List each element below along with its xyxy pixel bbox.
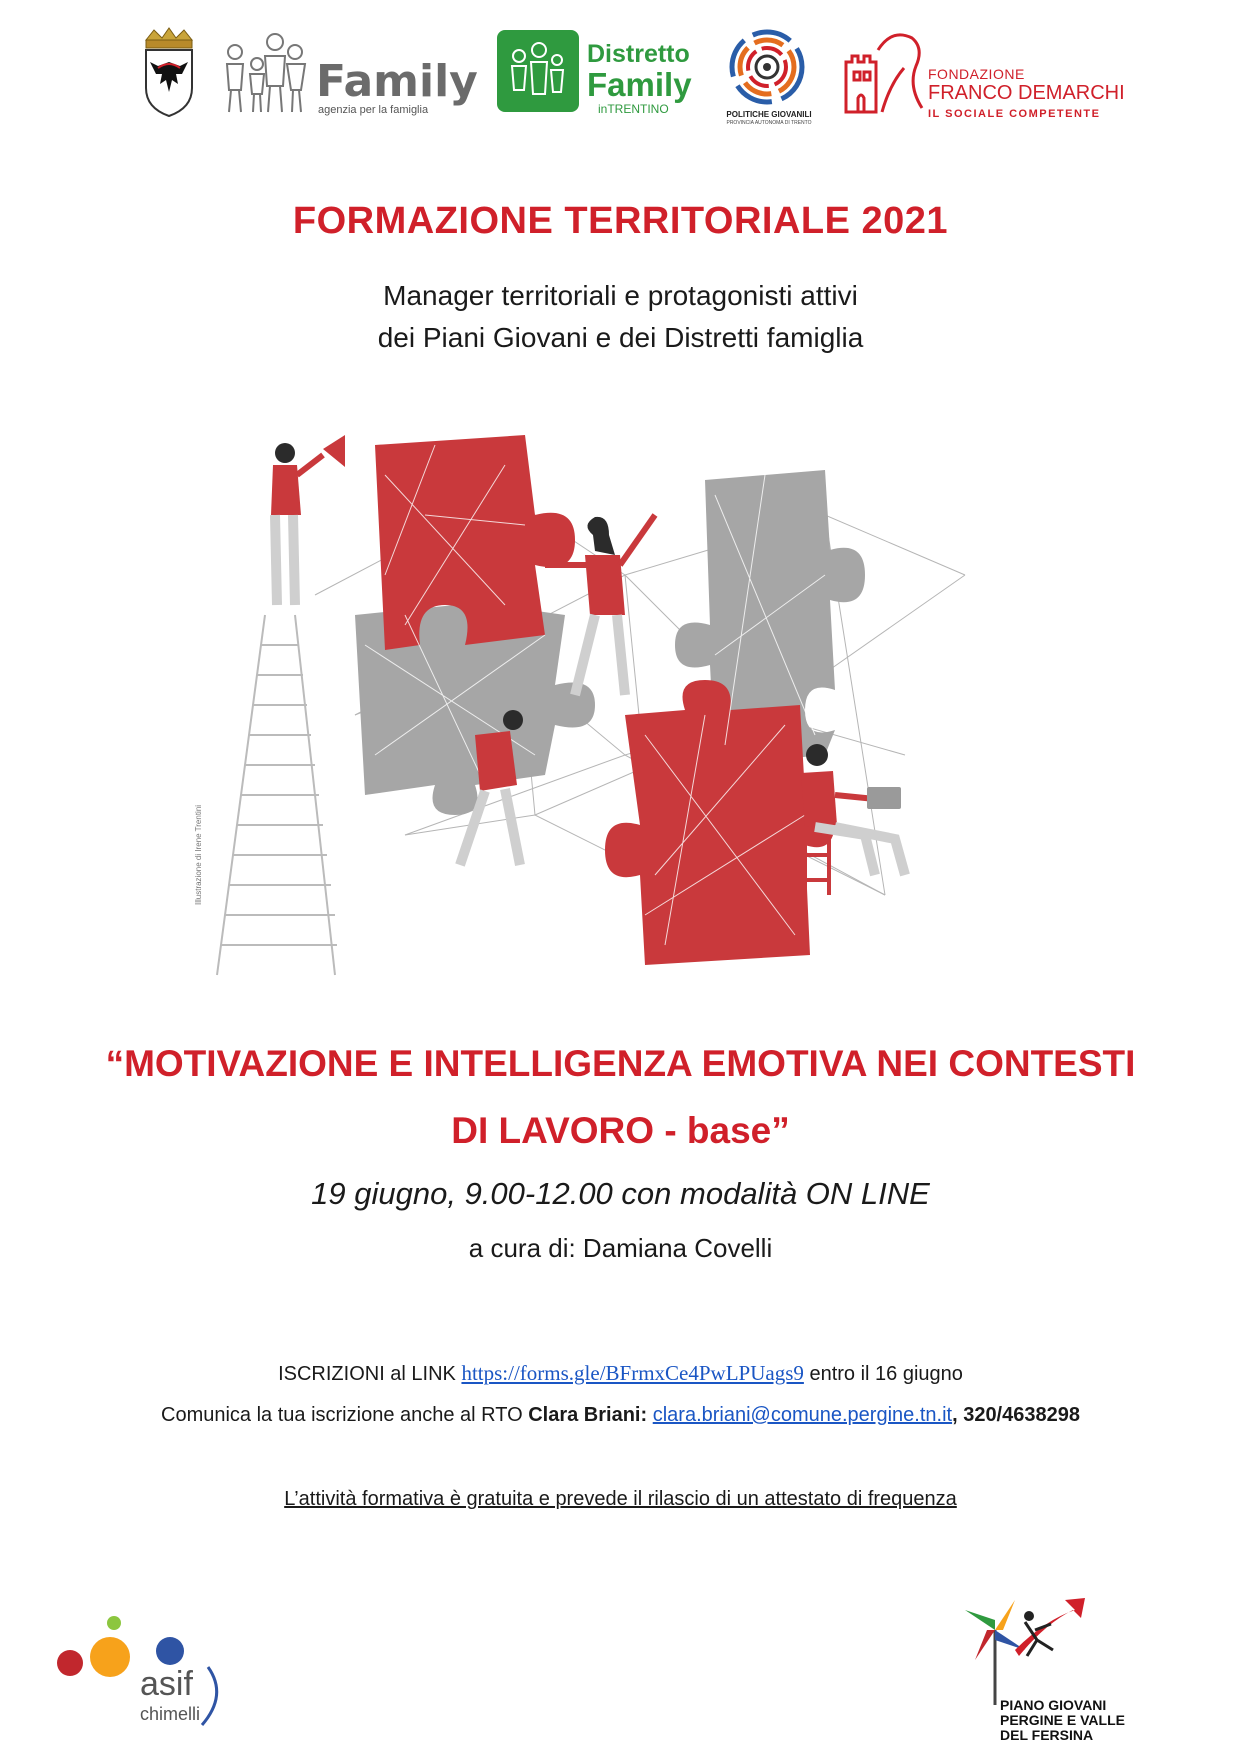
blue-dot-icon (156, 1637, 184, 1665)
contact-phone: , 320/4638298 (952, 1404, 1080, 1426)
trentino-coat-of-arms-icon (140, 26, 198, 118)
demarchi-logo-line2: FRANCO DEMARCHI (928, 82, 1125, 104)
subtitle-line-1: Manager territoriali e protagonisti attivi (383, 280, 858, 311)
piano-giovani-line3: DEL FERSINA (1000, 1727, 1094, 1743)
red-dot-icon (57, 1650, 83, 1676)
course-date-line: 19 giugno, 9.00-12.00 con modalità ON LINE (311, 1176, 930, 1211)
distretto-family-badge (497, 30, 579, 112)
registration-prefix: ISCRIZIONI al LINK (278, 1363, 462, 1385)
demarchi-logo-line1: FONDAZIONE (928, 66, 1025, 82)
puzzle-teamwork-illustration (194, 455, 1035, 1015)
contact-line (0, 1404, 1241, 1427)
politiche-giovanili-subcaption: PROVINCIA AUTONOMA DI TRENTO (726, 120, 812, 126)
free-attendance-note: L’attività formativa è gratuita e prevede il rilascio di un attestato di frequenza (284, 1488, 957, 1510)
asif-logo-text: asif (140, 1665, 193, 1703)
contact-prefix: Comunica la tua iscrizione anche al RTO (161, 1404, 529, 1426)
registration-link[interactable]: https://forms.gle/BFrmxCe4PwLPUags9 (461, 1361, 804, 1385)
red-puzzle-piece-bottom (605, 680, 835, 965)
piano-giovani-line1: PIANO GIOVANI (1000, 1697, 1107, 1713)
demarchi-logo-line3: IL SOCIALE COMPETENTE (928, 108, 1101, 120)
piano-giovani-text (1000, 1698, 1125, 1743)
politiche-giovanili-spiral-icon (728, 28, 806, 106)
distretto-logo-line1: Distretto (587, 40, 690, 68)
logo-row (0, 0, 1241, 140)
registration-line (0, 1361, 1241, 1386)
ladder (217, 615, 337, 975)
piano-giovani-line2: PERGINE E VALLE (1000, 1712, 1125, 1728)
person-laptop (801, 744, 905, 895)
piano-giovani-pinwheel-logo (955, 1590, 1105, 1705)
contact-email-link[interactable]: clara.briani@comune.pergine.tn.it (652, 1404, 953, 1426)
distretto-logo-line2: Family (587, 66, 692, 103)
page-title: FORMAZIONE TERRITORIALE 2021 (292, 200, 949, 242)
asif-arc-icon (202, 1667, 217, 1725)
green-dot-icon (107, 1616, 121, 1630)
orange-dot-icon (90, 1637, 130, 1677)
family-logo-title: Family (316, 56, 478, 107)
registration-deadline: entro il 16 giugno (803, 1363, 963, 1385)
family-figures-white-icon (497, 30, 579, 112)
family-logo-tagline: agenzia per la famiglia (318, 104, 429, 116)
contact-name: Clara Briani: (528, 1404, 648, 1426)
distretto-logo-tagline: inTRENTINO (598, 102, 669, 116)
family-figures-icon (215, 28, 310, 116)
course-curator-line: a cura di: Damiana Covelli (468, 1233, 773, 1263)
subtitle-line-2: dei Piani Giovani e dei Distretti famiglia (377, 322, 864, 353)
fondazione-demarchi-tower-icon (838, 28, 926, 116)
course-title-line-1: “MOTIVAZIONE E INTELLIGENZA EMOTIVA NEI CONTESTI (105, 1043, 1136, 1084)
course-title-line-2: DI LAVORO - base” (451, 1110, 790, 1151)
person-megaphone (271, 435, 345, 605)
asif-logo-subtext: chimelli (140, 1704, 201, 1724)
politiche-giovanili-caption: POLITICHE GIOVANILI (726, 110, 812, 119)
illustration-credit: Illustrazione di Irene Trentini (194, 804, 203, 905)
